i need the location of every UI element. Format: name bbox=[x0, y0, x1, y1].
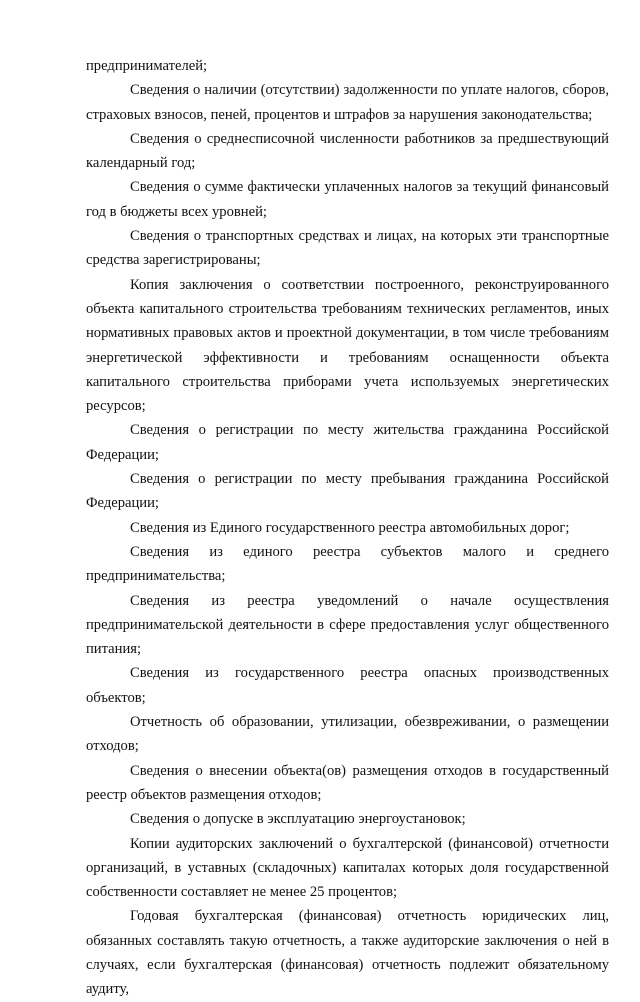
paragraph-residence-registration: Сведения о регистрации по месту жительства гражданина Российской Федерации; bbox=[86, 422, 609, 463]
paragraph-tax-debt: Сведения о наличии (отсутствии) задолженности по уплате налогов, сборов, страховых взносов, пеней, процентов и штрафов за нарушения законодательства; bbox=[86, 82, 609, 123]
paragraph-construction-conformity: Копия заключения о соответствии построенного, реконструированного объекта капитального строительства требованиям технических регламентов, иных нормативных правовых актов и проектной документации, в том числе требованиям энергетической эффективности и требованиям оснащенности объекта капитального строительства приборами учета используемых энергетических ресурсов; bbox=[86, 276, 609, 415]
paragraph-audit-reports: Копии аудиторских заключений о бухгалтерской (финансовой) отчетности организаций, в уставных (складочных) капиталах которых доля государственной собственности составляет не менее 25 процентов; bbox=[86, 835, 609, 901]
document-body bbox=[86, 54, 609, 1002]
paragraph-headcount: Сведения о среднесписочной численности работников за предшествующий календарный год; bbox=[86, 130, 609, 172]
paragraph-continuation: предпринимателей; bbox=[86, 58, 208, 74]
paragraph-roads-register: Сведения из Единого государственного реестра автомобильных дорог; bbox=[130, 519, 570, 536]
paragraph-sme-register: Сведения из единого реестра субъектов малого и среднего предпринимательства; bbox=[86, 543, 609, 585]
paragraph-waste-sites-register: Сведения о внесении объекта(ов) размещения отходов в государственный реестр объектов размещения отходов; bbox=[86, 762, 609, 803]
paragraph-catering-notices: Сведения из реестра уведомлений о начале осуществления предпринимательской деятельности в сфере предоставления услуг общественного питания; bbox=[86, 592, 609, 658]
paragraph-vehicles: Сведения о транспортных средствах и лицах, на которых эти транспортные средства зарегистрированы; bbox=[86, 228, 609, 269]
paragraph-waste-reporting: Отчетность об образовании, утилизации, обезвреживании, о размещении отходов; bbox=[86, 714, 609, 755]
paragraph-annual-accounts: Годовая бухгалтерская (финансовая) отчетность юридических лиц, обязанных составлять такую отчетность, а также аудиторские заключения о ней в случаях, если бухгалтерская (финансовая) отчетность подлежит обязательному аудиту, bbox=[86, 908, 609, 998]
paragraph-hazardous-objects: Сведения из государственного реестра опасных производственных объектов; bbox=[86, 665, 609, 706]
paragraph-taxes-paid: Сведения о сумме фактически уплаченных налогов за текущий финансовый год в бюджеты всех уровней; bbox=[86, 179, 609, 220]
paragraph-power-installations: Сведения о допуске в эксплуатацию энергоустановок; bbox=[130, 811, 466, 828]
paragraph-stay-registration: Сведения о регистрации по месту пребывания гражданина Российской Федерации; bbox=[86, 471, 609, 512]
